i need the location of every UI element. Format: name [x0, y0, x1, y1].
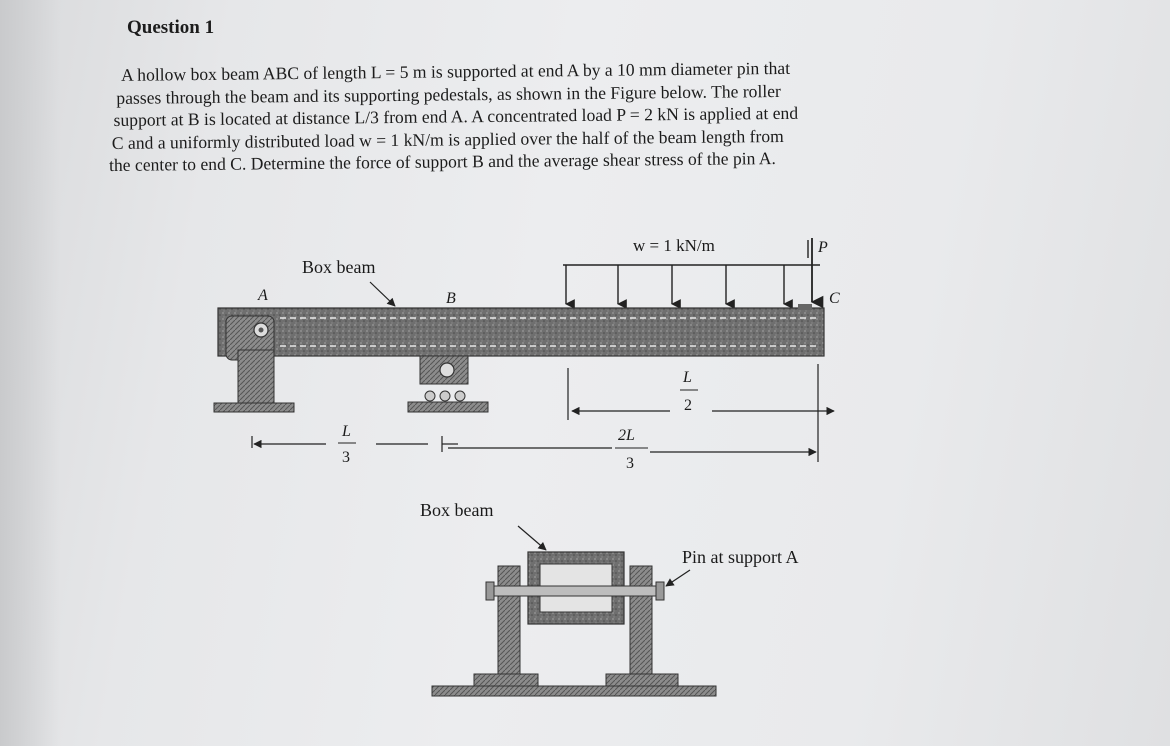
- dim-2l3-numerator: 2L: [618, 427, 635, 444]
- dim-l2-denominator: 2: [684, 397, 692, 414]
- problem-line: passes through the beam and its supporting pedestals, as shown in the Figure below. The roller: [116, 80, 781, 108]
- dim-l3-denominator: 3: [342, 449, 350, 466]
- problem-line: A hollow box beam ABC of length L = 5 m is supported at end A by a 10 mm diameter pin that: [121, 57, 791, 85]
- point-a-label: A: [258, 287, 268, 304]
- question-title: Question 1: [127, 17, 215, 38]
- point-load-label: P: [818, 239, 828, 256]
- pin-label: Pin at support A: [682, 547, 799, 567]
- dimension-lines: [252, 364, 834, 462]
- box-beam-pointer-bottom: [518, 526, 546, 550]
- point-load-arrow: [808, 238, 812, 302]
- box-beam-pointer-top: [370, 282, 395, 306]
- box-beam-label-bottom: Box beam: [420, 500, 494, 520]
- box-beam: [218, 304, 824, 356]
- dim-l3-numerator: L: [342, 423, 351, 440]
- distributed-load-label: w = 1 kN/m: [633, 236, 715, 255]
- point-b-label: B: [446, 290, 456, 307]
- problem-line: C and a uniformly distributed load w = 1 kN/m is applied over the half of the beam length from: [111, 125, 784, 153]
- dim-2l3-denominator: 3: [626, 455, 634, 472]
- pin-section-detail: [432, 552, 716, 696]
- roller-support-b: [408, 356, 488, 412]
- point-c-label: C: [829, 290, 840, 307]
- pin-pointer: [666, 570, 690, 586]
- problem-line: support at B is located at distance L/3 from end A. A concentrated load P = 2 kN is applied at end: [113, 102, 799, 131]
- distributed-load: [563, 265, 820, 304]
- problem-line: the center to end C. Determine the force of support B and the average shear stress of the pin A.: [108, 148, 777, 176]
- box-beam-label-top: Box beam: [302, 257, 376, 277]
- dim-l2-numerator: L: [683, 369, 692, 386]
